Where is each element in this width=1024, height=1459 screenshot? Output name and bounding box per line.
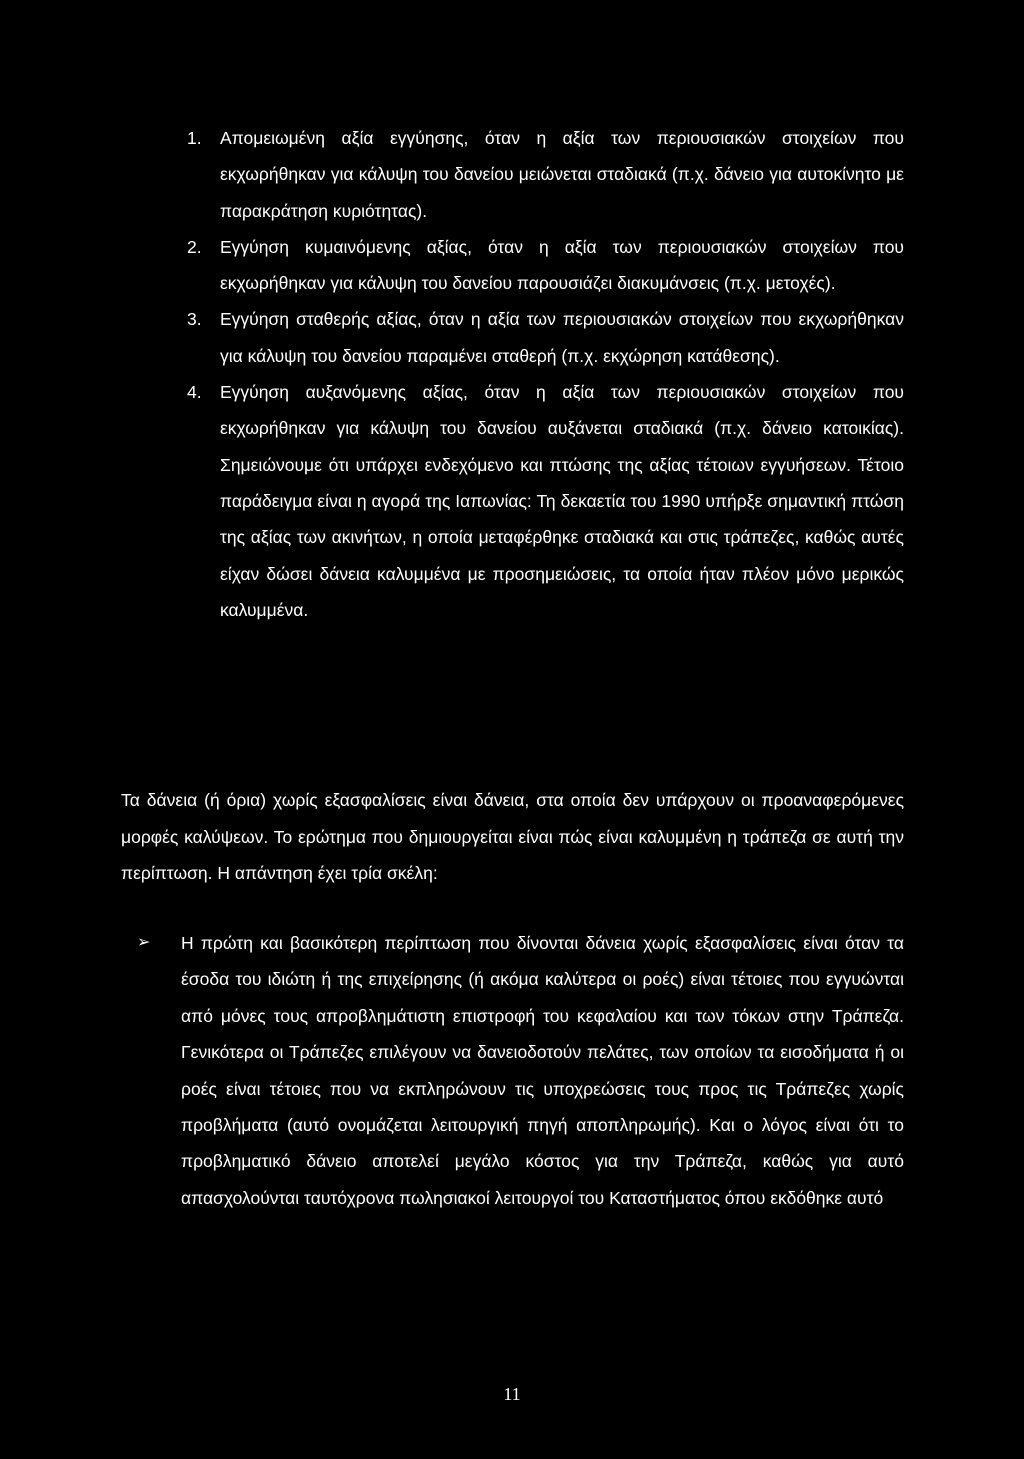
arrow-bullet-icon: ➢ [137,934,151,951]
list-item-text: Εγγύηση κυμαινόμενης αξίας, όταν η αξία των περιουσιακών στοιχείων που εκχωρήθηκαν για κάλυψη του δανείου παρουσιάζει διακυμάνσεις (π.χ. μετοχές). [220,236,904,294]
bullet-item [137,925,904,1216]
list-item-text: Εγγύηση σταθερής αξίας, όταν η αξία των περιουσιακών στοιχείων που εκχωρήθηκαν για κάλυψη του δανείου παραμένει σταθερή (π.χ. εκχώρηση κατάθεσης). [220,309,904,366]
bullet-item-text: Η πρώτη και βασικότερη περίπτωση που δίνονται δάνεια χωρίς εξασφαλίσεις είναι όταν τα έσοδα του ιδιώτη ή της επιχείρησης (ή ακόμα καλύτερα οι ροές) είναι τέτοιες που εγγυώνται από μόνες τους απροβλημάτιστη επιστροφή του κεφαλαίου και των τόκων στην Τράπεζα. Γενικότερα οι Τράπεζες επιλέγουν να δανειοδοτούν πελάτες, των οποίων τα εισοδήματα ή οι ροές είναι τέτοιες που να εκπληρώνουν τις υποχρεώσεις τους προς τις Τράπεζες χωρίς προβλήματα (αυτό ονομάζεται λειτουργική πηγή αποπληρωμής). Και ο λόγος είναι ότι το προβληματικό δάνειο αποτελεί μεγάλο κόστος για την Τράπεζα, καθώς για αυτό απασχολούνται ταυτόχρονα πωλησιακοί λειτουργοί του Καταστήματος όπου εκδόθηκε αυτό [181,933,904,1208]
list-item-text: Απομειωμένη αξία εγγύησης, όταν η αξία των περιουσιακών στοιχείων που εκχωρήθηκαν για κάλυψη του δανείου μειώνεται σταδιακά (π.χ. δάνειο για αυτοκίνητο με παρακράτηση κυριότητας). [220,128,904,221]
list-item [187,301,904,374]
list-item [187,120,904,229]
list-item-number: 3. [187,309,202,330]
page-number: 11 [503,1384,521,1404]
guarantee-types-list [187,120,904,628]
list-item-number: 4. [187,382,202,403]
list-item [187,374,904,628]
list-item-number: 1. [187,128,202,148]
list-item-number: 2. [187,236,202,257]
list-item [187,229,904,302]
list-item-text: Εγγύηση αυξανόμενης αξίας, όταν η αξία των περιουσιακών στοιχείων που εκχωρήθηκαν για κάλυψη του δανείου αυξάνεται σταδιακά (π.χ. δάνειο κατοικίας). Σημειώνουμε ότι υπάρχει ενδεχόμενο και πτώσης της αξίας τέτοιων εγγυήσεων. Τέτοιο παράδειγμα είναι η αγορά της Ιαπωνίας: Τη δεκαετία του 1990 υπήρξε σημαντική πτώση της αξίας των ακινήτων, η οποία μεταφέρθηκε σταδιακά και στις τράπεζες, καθώς αυτές είχαν δώσει δάνεια καλυμμένα με προσημειώσεις, τα οποία ήταν πλέον μόνο μερικώς καλυμμένα. [220,382,904,620]
body-paragraph: Τα δάνεια (ή όρια) χωρίς εξασφαλίσεις είναι δάνεια, στα οποία δεν υπάρχουν οι προαναφερόμενες μορφές καλύψεων. Το ερώτημα που δημιουργείται είναι πώς είναι καλυμμένη η τράπεζα σε αυτή την περίπτωση. Η απάντηση έχει τρία σκέλη: [121,790,904,883]
